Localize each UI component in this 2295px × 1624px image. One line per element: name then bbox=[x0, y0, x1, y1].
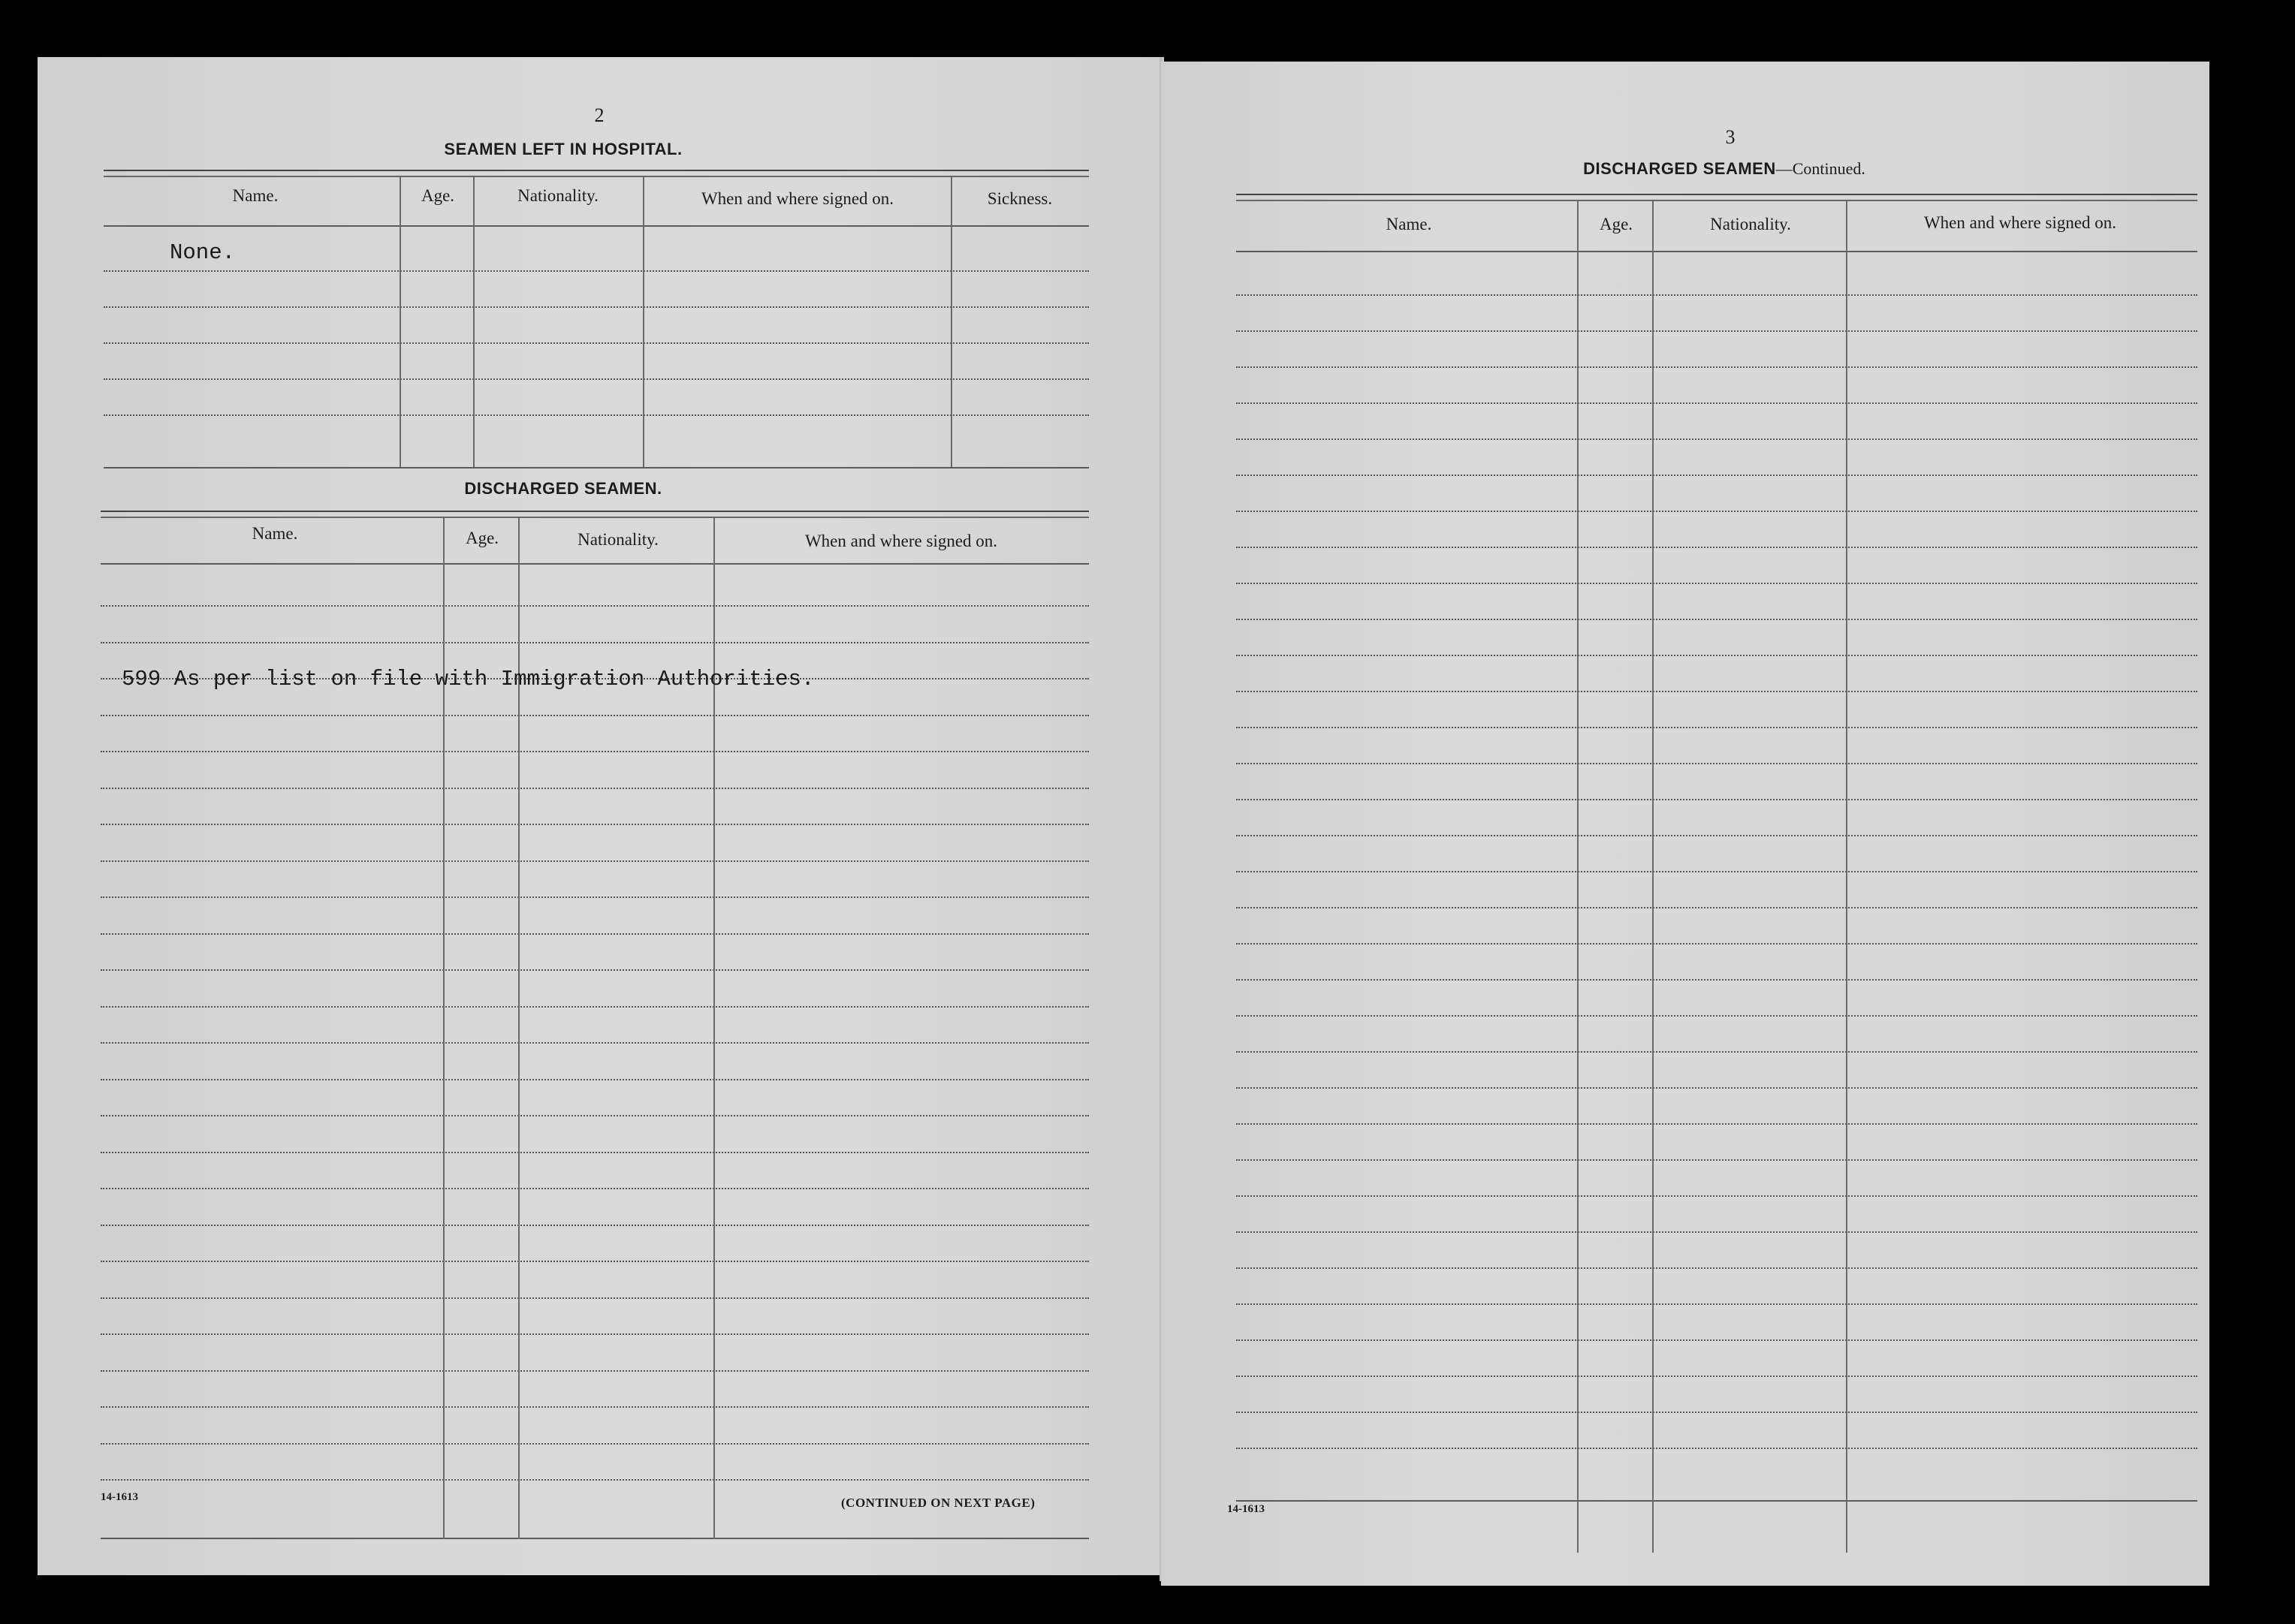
ledger-row-line bbox=[1236, 943, 2197, 945]
ledger-row-line bbox=[101, 1479, 1089, 1481]
right-col-divider bbox=[1652, 201, 1654, 1553]
hospital-col-divider bbox=[643, 177, 644, 467]
right-section-title-suffix: —Continued. bbox=[1775, 159, 1865, 178]
ledger-row-line bbox=[101, 896, 1089, 898]
right-header-rule bbox=[1236, 194, 2197, 201]
right-col-divider bbox=[1577, 201, 1579, 1553]
ledger-row-line bbox=[101, 1006, 1089, 1008]
discharged-entry: 599 As per list on file with Immigration Authorities. bbox=[122, 667, 815, 691]
discharged-col-name: Name. bbox=[252, 524, 298, 543]
ledger-row-line bbox=[101, 1261, 1089, 1262]
ledger-row-line bbox=[1236, 1087, 2197, 1089]
hospital-col-age: Age. bbox=[421, 186, 455, 205]
ledger-row-line bbox=[101, 751, 1089, 752]
ledger-row-line bbox=[1236, 979, 2197, 981]
hospital-col-divider bbox=[951, 177, 952, 467]
ledger-bottom-rule bbox=[1236, 1500, 2197, 1502]
ledger-row-line bbox=[101, 788, 1089, 789]
hospital-col-divider bbox=[400, 177, 401, 467]
hospital-row-line bbox=[104, 306, 1089, 308]
right-col-divider bbox=[1846, 201, 1847, 1553]
ledger-row-line bbox=[101, 1188, 1089, 1189]
ledger-row-line bbox=[1236, 402, 2197, 404]
ledger-row-line bbox=[1236, 1123, 2197, 1125]
ledger-row-line bbox=[1236, 366, 2197, 368]
ledger-row-line bbox=[1236, 763, 2197, 764]
right-section-title bbox=[1491, 159, 1957, 179]
right-header-bottom-rule bbox=[1236, 251, 2197, 252]
hospital-col-when-where: When and where signed on. bbox=[701, 189, 894, 208]
ledger-row-line bbox=[1236, 583, 2197, 584]
hospital-col-name: Name. bbox=[232, 186, 279, 205]
ledger-row-line bbox=[101, 860, 1089, 862]
ledger-row-line bbox=[101, 1225, 1089, 1226]
ledger-row-line bbox=[1236, 475, 2197, 476]
ledger-row-line bbox=[101, 969, 1089, 971]
ledger-row-line bbox=[1236, 1448, 2197, 1449]
hospital-row-line bbox=[104, 414, 1089, 416]
ledger-row-line bbox=[1236, 330, 2197, 332]
ledger-row-line bbox=[101, 1152, 1089, 1153]
discharged-col-nationality: Nationality. bbox=[578, 530, 659, 549]
ledger-row-line bbox=[1236, 799, 2197, 800]
discharged-header-bottom-rule bbox=[101, 563, 1089, 565]
ledger-row-line bbox=[1236, 1159, 2197, 1161]
ledger-row-line bbox=[1236, 871, 2197, 872]
ledger-row-line bbox=[1236, 294, 2197, 296]
hospital-row-line bbox=[104, 378, 1089, 380]
hospital-row-line bbox=[104, 342, 1089, 344]
form-number-left: 14-1613 bbox=[101, 1491, 138, 1503]
ledger-row-line bbox=[1236, 1412, 2197, 1413]
ledger-row-line bbox=[1236, 1303, 2197, 1305]
right-section-title-main: DISCHARGED SEAMEN bbox=[1583, 159, 1776, 178]
discharged-col-age: Age. bbox=[465, 529, 499, 547]
hospital-section-title: SEAMEN LEFT IN HOSPITAL. bbox=[444, 140, 683, 158]
ledger-row-line bbox=[101, 1079, 1089, 1080]
right-page bbox=[1161, 62, 2209, 1586]
hospital-col-sickness: Sickness. bbox=[987, 189, 1053, 208]
discharged-header-rule bbox=[101, 511, 1089, 518]
ledger-row-line bbox=[1236, 691, 2197, 692]
hospital-header-bottom-rule bbox=[104, 225, 1089, 227]
left-page bbox=[38, 57, 1164, 1575]
ledger-row-line bbox=[1236, 511, 2197, 512]
ledger-row-line bbox=[101, 1042, 1089, 1044]
ledger-row-line bbox=[1236, 835, 2197, 836]
ledger-row-line bbox=[1236, 438, 2197, 440]
ledger-bottom-rule bbox=[101, 1538, 1089, 1539]
page-number-left: 2 bbox=[594, 104, 605, 126]
ledger-row-line bbox=[101, 1370, 1089, 1372]
hospital-table-bottom-rule bbox=[104, 467, 1089, 469]
ledger-row-line bbox=[101, 605, 1089, 607]
discharged-section-title: DISCHARGED SEAMEN. bbox=[464, 479, 662, 498]
hospital-entry: None. bbox=[170, 240, 236, 265]
ledger-row-line bbox=[1236, 655, 2197, 656]
continued-note: (CONTINUED ON NEXT PAGE) bbox=[841, 1496, 1036, 1510]
ledger-row-line bbox=[101, 824, 1089, 825]
ledger-row-line bbox=[1236, 1015, 2197, 1017]
form-number-right: 14-1613 bbox=[1227, 1503, 1265, 1515]
right-col-when-where: When and where signed on. bbox=[1923, 213, 2117, 232]
ledger-row-line bbox=[1236, 619, 2197, 620]
ledger-row-line bbox=[101, 1115, 1089, 1116]
ledger-row-line bbox=[1236, 1375, 2197, 1377]
ledger-row-line bbox=[101, 1333, 1089, 1335]
hospital-col-divider bbox=[473, 177, 475, 467]
hospital-col-nationality: Nationality. bbox=[517, 186, 599, 205]
hospital-header-rule bbox=[104, 170, 1089, 177]
ledger-row-line bbox=[1236, 727, 2197, 728]
ledger-row-line bbox=[1236, 1195, 2197, 1197]
ledger-row-line bbox=[1236, 547, 2197, 548]
right-col-age: Age. bbox=[1599, 215, 1633, 234]
ledger-row-line bbox=[1236, 1051, 2197, 1053]
ledger-row-line bbox=[101, 933, 1089, 935]
ledger-row-line bbox=[101, 642, 1089, 643]
ledger-row-line bbox=[101, 1443, 1089, 1445]
ledger-row-line bbox=[1236, 907, 2197, 908]
ledger-row-line bbox=[101, 1297, 1089, 1299]
page-number-right: 3 bbox=[1725, 126, 1736, 148]
ledger-row-line bbox=[101, 1406, 1089, 1408]
ledger-row-line bbox=[1236, 1267, 2197, 1269]
ledger-row-line bbox=[1236, 1231, 2197, 1233]
hospital-row-line bbox=[104, 270, 1089, 272]
right-col-nationality: Nationality. bbox=[1710, 215, 1791, 234]
right-col-name: Name. bbox=[1386, 215, 1432, 234]
ledger-row-line bbox=[101, 715, 1089, 716]
ledger-row-line bbox=[1236, 1339, 2197, 1341]
discharged-col-when-where: When and where signed on. bbox=[804, 532, 998, 550]
